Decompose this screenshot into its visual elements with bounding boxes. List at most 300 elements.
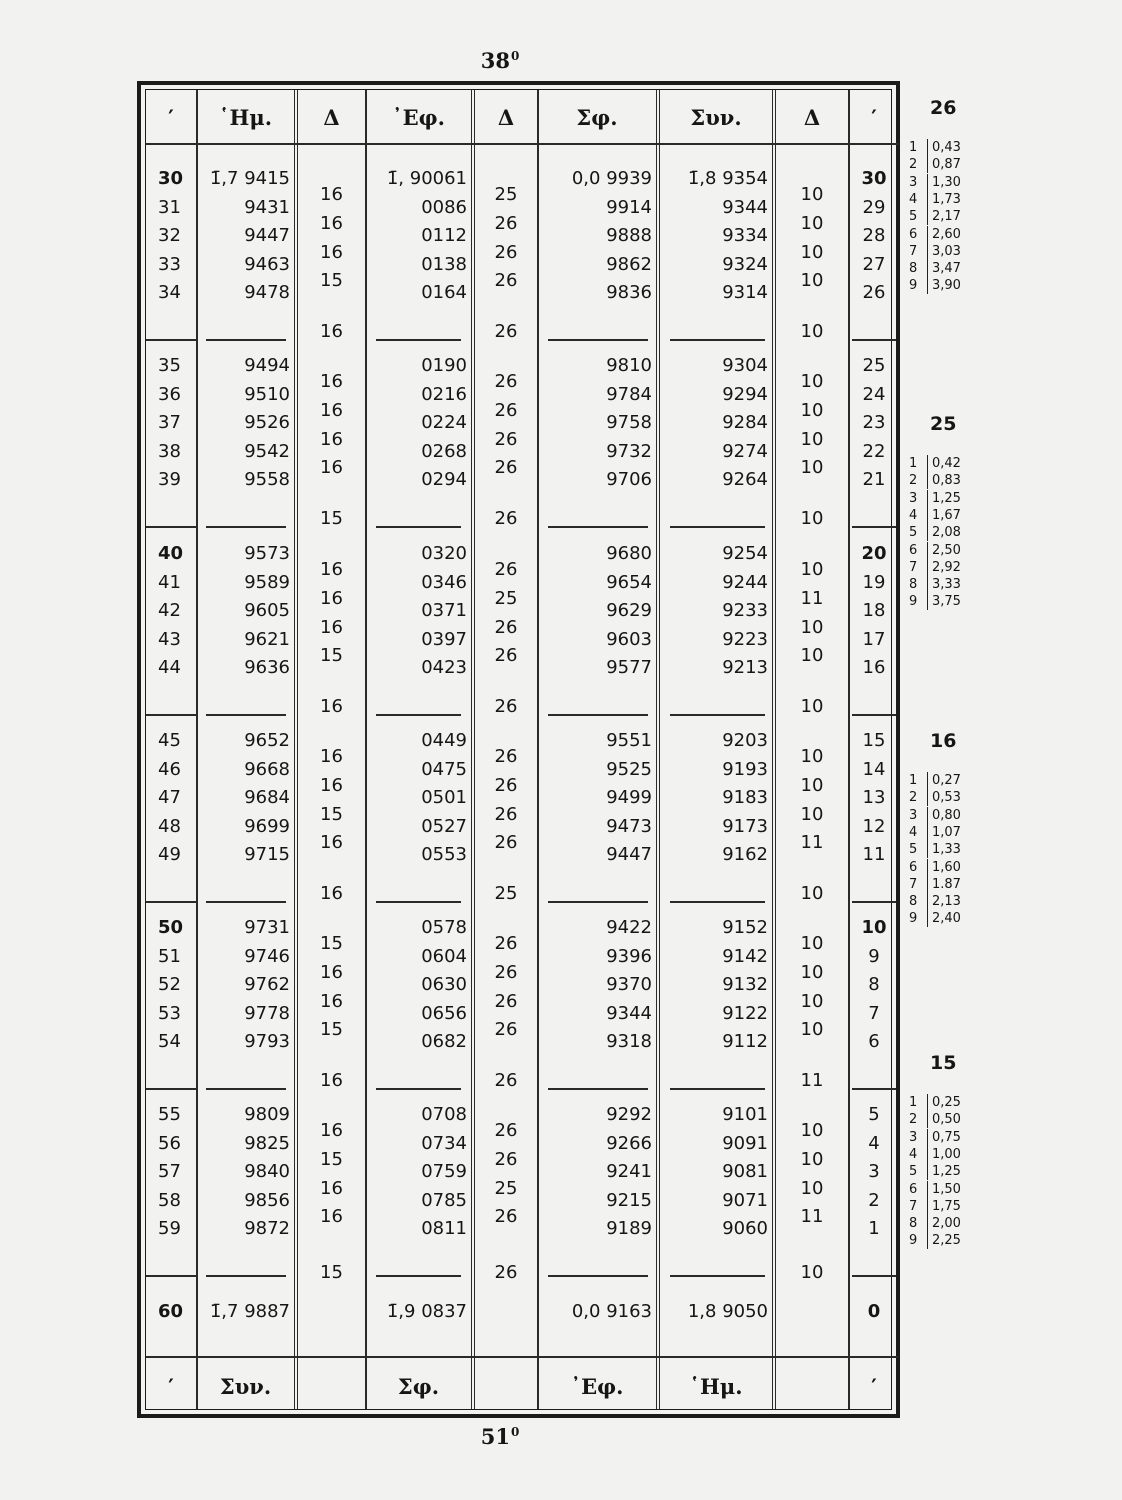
- pp-multiplier: 8: [909, 577, 918, 593]
- minute-label: 46: [158, 758, 181, 780]
- row-separator: [670, 339, 765, 341]
- delta-tan: 26: [494, 1019, 518, 1041]
- delta-sin: 16: [320, 371, 343, 393]
- delta-sin: 16: [320, 587, 343, 609]
- delta-sin: 15: [320, 1148, 343, 1170]
- delta-tan: 26: [494, 399, 518, 421]
- proportional-parts-row: [907, 191, 961, 208]
- row-separator: [670, 1088, 765, 1090]
- tan-value: 0527: [421, 815, 467, 837]
- cos-value: 9162: [722, 844, 768, 866]
- delta-tan: 26: [494, 241, 518, 263]
- header-delta-cos: Δ: [803, 105, 821, 130]
- delta-cos: 10: [800, 559, 824, 581]
- sin-value: 9463: [244, 253, 290, 275]
- minute-label-complement: 17: [862, 628, 886, 650]
- delta-tan: 26: [494, 371, 518, 393]
- minute-label-complement: 9: [868, 945, 880, 967]
- trig-table: [137, 81, 900, 1418]
- row-separator: [852, 1275, 896, 1277]
- proportional-parts-row: [907, 1111, 961, 1128]
- proportional-parts-row: [907, 807, 961, 824]
- delta-sin: 16: [320, 1206, 343, 1228]
- delta-cos: 10: [800, 961, 824, 983]
- proportional-parts-row: [907, 910, 961, 927]
- minute-label-complement: 5: [868, 1104, 880, 1125]
- row-separator: [146, 339, 196, 341]
- tan-value: 0164: [421, 282, 467, 304]
- cot-value: 9706: [606, 469, 652, 491]
- cot-value: 9758: [606, 412, 652, 434]
- sin-value: 9573: [244, 543, 290, 564]
- tan-value: 0216: [421, 383, 467, 405]
- pp-multiplier: 6: [909, 859, 918, 875]
- pp-multiplier: 7: [909, 559, 918, 575]
- pp-value: 3,33: [927, 576, 961, 593]
- tan-value: 0320: [421, 543, 467, 564]
- delta-sin: 16: [320, 1177, 343, 1199]
- pp-multiplier: 4: [909, 824, 918, 840]
- pp-multiplier: 7: [909, 876, 918, 892]
- row-separator: [376, 901, 461, 903]
- pp-value: 3,47: [927, 260, 961, 277]
- minute-label-complement: 16: [862, 657, 886, 679]
- delta-tan: 25: [494, 882, 518, 904]
- cos-value: 9233: [722, 600, 768, 622]
- minute-label: 49: [158, 844, 181, 866]
- minute-label-complement: 3: [868, 1161, 880, 1183]
- proportional-parts-row: [907, 1198, 961, 1215]
- sin-value: 9621: [244, 628, 290, 650]
- pp-value: 0,25: [927, 1094, 961, 1111]
- cot-value: 9525: [606, 758, 652, 780]
- proportional-parts-row: [907, 876, 961, 893]
- sin-value: 9715: [244, 844, 290, 866]
- proportional-parts-row: [907, 1094, 961, 1111]
- minute-label-complement: 18: [862, 600, 886, 622]
- minute-label-complement: 25: [862, 355, 886, 376]
- delta-tan: 26: [494, 270, 518, 292]
- delta-cos: 11: [800, 587, 824, 609]
- proportional-parts-row: [907, 1146, 961, 1163]
- pp-multiplier: 8: [909, 1216, 918, 1232]
- sin-value: 9526: [244, 412, 290, 434]
- cos-value: 9101: [722, 1104, 768, 1125]
- proportional-parts-row: [907, 859, 961, 876]
- sin-value: 9684: [244, 787, 290, 809]
- trig-table-inner: [145, 89, 892, 1410]
- proportional-parts-heading: 15: [930, 1052, 957, 1074]
- delta-tan: 26: [494, 1069, 518, 1091]
- cot-value: 9603: [606, 628, 652, 650]
- delta-cos: 10: [800, 212, 824, 234]
- sin-value: 9731: [244, 917, 290, 938]
- pp-value: 0,43: [927, 139, 961, 156]
- cot-value: 9447: [606, 844, 652, 866]
- cot-value: 9577: [606, 657, 652, 679]
- row-separator: [206, 901, 286, 903]
- pp-value: 1,60: [927, 859, 961, 876]
- delta-sin: 15: [320, 1261, 343, 1283]
- row-separator: [548, 901, 648, 903]
- delta-cos: 10: [800, 645, 824, 667]
- pp-multiplier: 9: [909, 1233, 918, 1249]
- pp-value: 0,75: [927, 1129, 961, 1146]
- delta-cos: 10: [800, 428, 824, 450]
- row-separator: [548, 714, 648, 716]
- proportional-parts-row: [907, 824, 961, 841]
- delta-sin: 16: [320, 882, 343, 904]
- pp-value: 3,90: [927, 277, 961, 294]
- delta-sin: 16: [320, 428, 343, 450]
- proportional-parts-row: [907, 156, 961, 173]
- cot-value: 9914: [606, 196, 652, 218]
- cot-value: 9473: [606, 815, 652, 837]
- proportional-parts-row: [907, 507, 961, 524]
- cos-value: 9122: [722, 1002, 768, 1024]
- cos-value: 9264: [722, 469, 768, 491]
- tan-value: 0397: [421, 628, 467, 650]
- tan-value: 0371: [421, 600, 467, 622]
- delta-tan: 26: [494, 645, 518, 667]
- sin-value: 9778: [244, 1002, 290, 1024]
- footer-cos: Συν.: [219, 1374, 272, 1399]
- delta-tan: 26: [494, 457, 518, 479]
- delta-tan: 26: [494, 428, 518, 450]
- cos-value: 9081: [722, 1161, 768, 1183]
- pp-value: 1,25: [927, 490, 961, 507]
- cot-value: 9396: [606, 945, 652, 967]
- row-separator: [852, 1088, 896, 1090]
- footer-tan: ᾿Εφ.: [570, 1374, 624, 1399]
- pp-multiplier: 6: [909, 1181, 918, 1197]
- tan-value: 0811: [421, 1218, 467, 1240]
- cos-value: 9294: [722, 383, 768, 405]
- minute-label-complement: 29: [862, 196, 886, 218]
- tan-value: 0112: [421, 225, 467, 247]
- minute-label: 39: [158, 469, 181, 491]
- minute-label-complement: 14: [862, 758, 886, 780]
- tan-value: 0138: [421, 253, 467, 275]
- proportional-parts-row: [907, 1181, 961, 1198]
- proportional-parts-row: [907, 1163, 961, 1180]
- pp-value: 1,00: [927, 1146, 961, 1163]
- proportional-parts-row: [907, 576, 961, 593]
- tan-value: 0423: [421, 657, 467, 679]
- pp-value: 2,13: [927, 893, 961, 910]
- delta-tan: 26: [494, 1206, 518, 1228]
- delta-cos: 10: [800, 1120, 824, 1142]
- cos-value: 9324: [722, 253, 768, 275]
- delta-sin: 16: [320, 457, 343, 479]
- delta-sin: 16: [320, 212, 343, 234]
- pp-value: 1,67: [927, 507, 961, 524]
- proportional-parts-row: [907, 789, 961, 806]
- row-separator: [376, 714, 461, 716]
- pp-value: 1,25: [927, 1163, 961, 1180]
- row-separator: [206, 714, 286, 716]
- pp-value: 0,27: [927, 772, 961, 789]
- minute-label: 58: [158, 1189, 181, 1211]
- delta-sin: 15: [320, 270, 343, 292]
- cot-value: 9888: [606, 225, 652, 247]
- pp-value: 1,73: [927, 191, 961, 208]
- sin-value: 1̄,7 9415: [209, 168, 290, 189]
- delta-sin: 16: [320, 832, 343, 854]
- delta-sin: 15: [320, 933, 343, 955]
- pp-value: 0,87: [927, 156, 961, 173]
- proportional-parts-row: [907, 277, 961, 294]
- row-separator: [206, 1088, 286, 1090]
- tan-value: 1̄, 90061: [386, 168, 467, 189]
- row-separator: [206, 1275, 286, 1277]
- pp-multiplier: 3: [909, 1129, 918, 1145]
- cos-value: 9254: [722, 543, 768, 564]
- pp-value: 0,53: [927, 789, 961, 806]
- minute-label: 47: [158, 787, 181, 809]
- pp-value: 2,25: [927, 1232, 961, 1249]
- header-cos: Συν.: [690, 105, 742, 130]
- minute-label-complement: 11: [862, 844, 886, 866]
- cot-value: 9810: [606, 355, 652, 376]
- pp-multiplier: 1: [909, 1095, 918, 1110]
- cos-value: 9213: [722, 657, 768, 679]
- delta-tan: 26: [494, 1148, 518, 1170]
- pp-multiplier: 5: [909, 525, 918, 541]
- pp-value: 2,00: [927, 1215, 961, 1232]
- row-separator: [376, 339, 461, 341]
- minute-label: 35: [158, 355, 181, 376]
- minute-label-complement: 27: [862, 253, 886, 275]
- pp-multiplier: 2: [909, 157, 918, 173]
- delta-tan: 26: [494, 803, 518, 825]
- delta-cos: 10: [800, 933, 824, 955]
- minute-label: 56: [158, 1132, 181, 1154]
- page-footer-angle: $51^0$: [480, 1424, 520, 1449]
- minute-label: 52: [158, 974, 181, 996]
- pp-value: 2,50: [927, 542, 961, 559]
- row-separator: [146, 714, 196, 716]
- delta-cos: 10: [800, 803, 824, 825]
- pp-multiplier: 3: [909, 490, 918, 506]
- footer-cot: Σφ.: [397, 1374, 440, 1399]
- pp-multiplier: 1: [909, 773, 918, 788]
- delta-cos: 10: [800, 1261, 824, 1283]
- cos-value: 9060: [722, 1218, 768, 1240]
- delta-cos: 10: [800, 399, 824, 421]
- proportional-parts-row: [907, 593, 961, 610]
- pp-multiplier: 5: [909, 209, 918, 225]
- pp-multiplier: 3: [909, 174, 918, 190]
- delta-cos: 11: [800, 1206, 824, 1228]
- header-tan: ᾿Εφ.: [392, 105, 445, 130]
- cos-value: 9091: [722, 1132, 768, 1154]
- pp-value: 2,40: [927, 910, 961, 927]
- delta-cos: 10: [800, 371, 824, 393]
- cos-value: 9274: [722, 440, 768, 462]
- delta-sin: 15: [320, 645, 343, 667]
- tan-value: 0475: [421, 758, 467, 780]
- minute-label: 55: [158, 1104, 181, 1125]
- delta-sin: 16: [320, 961, 343, 983]
- cos-value: 1̄,8 9354: [687, 168, 768, 189]
- delta-sin: 16: [320, 1120, 343, 1142]
- delta-sin: 16: [320, 774, 343, 796]
- delta-tan: 26: [494, 695, 518, 717]
- pp-value: 0,50: [927, 1111, 961, 1128]
- delta-sin: 16: [320, 695, 343, 717]
- proportional-parts-row: [907, 559, 961, 576]
- minute-label: 37: [158, 412, 181, 434]
- cos-value: 1,8 9050: [687, 1301, 768, 1322]
- header-delta-sin: Δ: [323, 105, 340, 130]
- proportional-parts-row: [907, 542, 961, 559]
- cot-value: 9241: [606, 1161, 652, 1183]
- row-separator: [146, 1356, 899, 1358]
- sin-value: 9825: [244, 1132, 290, 1154]
- proportional-parts-heading: 26: [930, 97, 957, 119]
- delta-tan: 26: [494, 320, 518, 342]
- cos-value: 9203: [722, 730, 768, 751]
- cos-value: 9223: [722, 628, 768, 650]
- proportional-parts-row: [907, 174, 961, 191]
- delta-cos: 10: [800, 270, 824, 292]
- cot-value: 0,0 9939: [571, 168, 652, 189]
- sin-value: 9668: [244, 758, 290, 780]
- minute-label-complement: 0: [867, 1301, 881, 1322]
- minute-label: 32: [158, 225, 181, 247]
- delta-sin: 16: [320, 1069, 343, 1091]
- delta-cos: 10: [800, 1148, 824, 1170]
- proportional-parts-heading: 16: [930, 730, 957, 752]
- pp-multiplier: 8: [909, 261, 918, 277]
- cos-value: 9244: [722, 571, 768, 593]
- header-cot: Σφ.: [576, 105, 618, 130]
- sin-value: 1̄,7 9887: [209, 1301, 290, 1322]
- cos-value: 9183: [722, 787, 768, 809]
- minute-label: 45: [158, 730, 181, 751]
- pp-value: 1.87: [927, 876, 961, 893]
- minute-label: 38: [158, 440, 181, 462]
- pp-multiplier: 1: [909, 140, 918, 155]
- delta-tan: 26: [494, 746, 518, 768]
- pp-multiplier: 2: [909, 1112, 918, 1128]
- row-separator: [670, 714, 765, 716]
- row-separator: [206, 526, 286, 528]
- pp-value: 1,75: [927, 1198, 961, 1215]
- minute-label: 57: [158, 1161, 181, 1183]
- row-separator: [376, 1088, 461, 1090]
- footer-minutes-left: ′: [168, 1374, 174, 1399]
- delta-cos: 10: [800, 457, 824, 479]
- pp-multiplier: 9: [909, 278, 918, 294]
- pp-multiplier: 4: [909, 1146, 918, 1162]
- cot-value: 9189: [606, 1218, 652, 1240]
- pp-multiplier: 2: [909, 790, 918, 806]
- delta-cos: 10: [800, 241, 824, 263]
- cos-value: 9173: [722, 815, 768, 837]
- pp-multiplier: 3: [909, 807, 918, 823]
- minute-label-complement: 10: [861, 917, 887, 938]
- minute-label: 30: [158, 168, 184, 189]
- row-separator: [852, 901, 896, 903]
- delta-cos: 11: [800, 832, 824, 854]
- cos-value: 9193: [722, 758, 768, 780]
- minute-label: 48: [158, 815, 181, 837]
- delta-tan: 26: [494, 774, 518, 796]
- sin-value: 9809: [244, 1104, 290, 1125]
- delta-cos: 10: [800, 320, 824, 342]
- proportional-parts-row: [907, 243, 961, 260]
- delta-cos: 10: [800, 746, 824, 768]
- pp-value: 0,80: [927, 807, 961, 824]
- delta-tan: 26: [494, 508, 518, 530]
- proportional-parts-row: [907, 893, 961, 910]
- delta-tan: 26: [494, 559, 518, 581]
- row-separator: [548, 526, 648, 528]
- pp-multiplier: 4: [909, 191, 918, 207]
- cot-value: 9215: [606, 1189, 652, 1211]
- sin-value: 9699: [244, 815, 290, 837]
- row-separator: [852, 714, 896, 716]
- minute-label: 44: [158, 657, 181, 679]
- delta-sin: 16: [320, 990, 343, 1012]
- cot-value: 9654: [606, 571, 652, 593]
- row-separator: [146, 526, 196, 528]
- minute-label-complement: 30: [861, 168, 887, 189]
- cos-value: 9314: [722, 282, 768, 304]
- delta-tan: 25: [494, 587, 518, 609]
- row-separator: [146, 143, 899, 145]
- cot-value: 9266: [606, 1132, 652, 1154]
- delta-cos: 10: [800, 508, 824, 530]
- cot-value: 9292: [606, 1104, 652, 1125]
- tan-value: 0785: [421, 1189, 467, 1211]
- cos-value: 9152: [722, 917, 768, 938]
- minute-label: 43: [158, 628, 181, 650]
- pp-value: 1,07: [927, 824, 961, 841]
- sin-value: 9478: [244, 282, 290, 304]
- delta-sin: 16: [320, 320, 343, 342]
- cot-value: 9629: [606, 600, 652, 622]
- pp-multiplier: 8: [909, 894, 918, 910]
- pp-multiplier: 6: [909, 226, 918, 242]
- delta-cos: 10: [800, 695, 824, 717]
- delta-sin: 16: [320, 616, 343, 638]
- row-separator: [548, 1275, 648, 1277]
- cot-value: 9422: [606, 917, 652, 938]
- sin-value: 9510: [244, 383, 290, 405]
- cot-value: 9370: [606, 974, 652, 996]
- minute-label: 60: [158, 1301, 184, 1322]
- cot-value: 9862: [606, 253, 652, 275]
- delta-cos: 10: [800, 990, 824, 1012]
- tan-value: 0604: [421, 945, 467, 967]
- proportional-parts-row: [907, 208, 961, 225]
- minute-label-complement: 2: [868, 1189, 880, 1211]
- cos-value: 9132: [722, 974, 768, 996]
- minute-label-complement: 1: [868, 1218, 880, 1240]
- sin-value: 9872: [244, 1218, 290, 1240]
- pp-value: 1,50: [927, 1181, 961, 1198]
- proportional-parts-heading: 25: [930, 413, 957, 435]
- cot-value: 9732: [606, 440, 652, 462]
- minute-label-complement: 28: [862, 225, 886, 247]
- minute-label-complement: 12: [862, 815, 886, 837]
- pp-value: 1,33: [927, 841, 961, 858]
- delta-tan: 26: [494, 961, 518, 983]
- proportional-parts-row: [907, 139, 961, 156]
